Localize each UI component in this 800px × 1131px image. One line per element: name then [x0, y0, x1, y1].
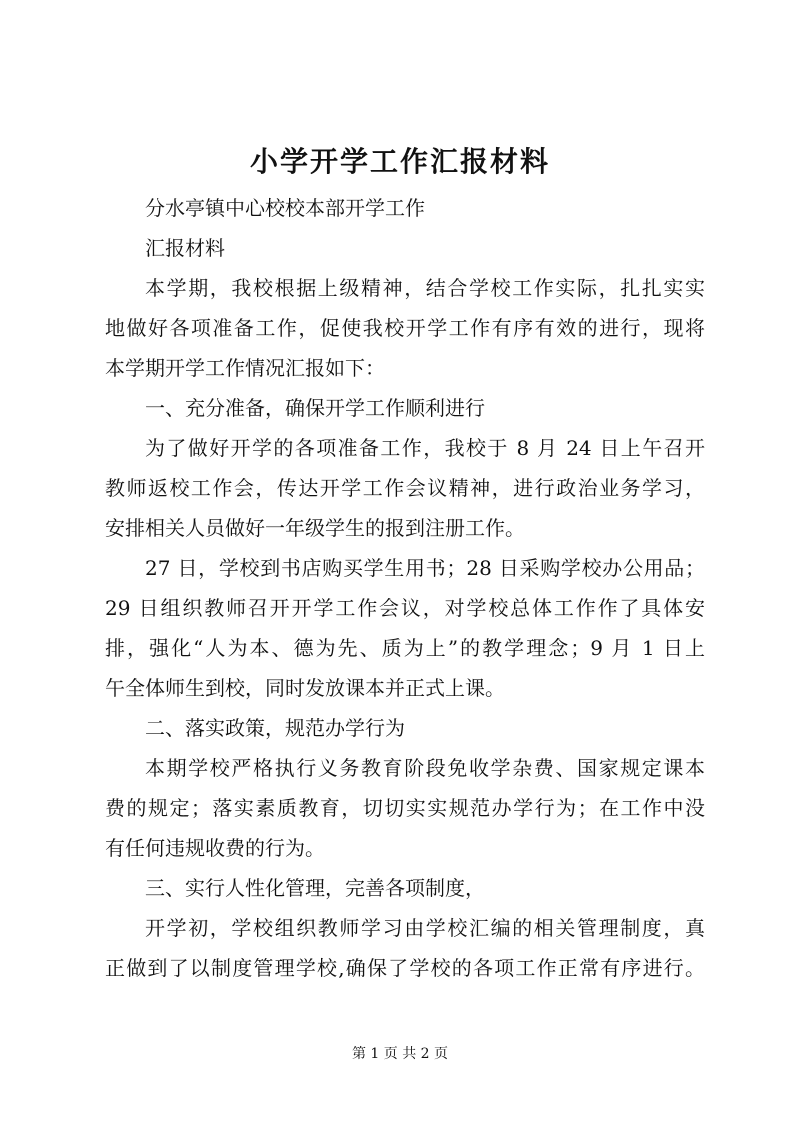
document-title: 小学开学工作汇报材料	[249, 145, 550, 178]
body-line: 费的规定；落实素质教育，切切实实规范办学行为；在工作中没	[105, 796, 705, 820]
body-line: 本学期开学工作情况汇报如下：	[105, 356, 385, 380]
body-line: 27 日，学校到书店购买学生用书；28 日采购学校办公用品；	[145, 556, 705, 580]
page-footer: 第 1 页 共 2 页	[351, 1046, 449, 1062]
body-line: 为了做好开学的各项准备工作，我校于 8 月 24 日上午召开	[145, 436, 705, 460]
body-line: 一、充分准备，确保开学工作顺利进行	[145, 396, 485, 420]
document-body	[105, 188, 705, 988]
body-line: 29 日组织教师召开开学工作会议，对学校总体工作作了具体安	[105, 596, 705, 620]
body-line: 本期学校严格执行义务教育阶段免收学杂费、国家规定课本	[145, 756, 705, 780]
body-line: 本学期，我校根据上级精神，结合学校工作实际，扎扎实实	[145, 276, 705, 300]
body-line: 开学初，学校组织教师学习由学校汇编的相关管理制度，真	[145, 916, 705, 940]
body-line: 教师返校工作会，传达开学工作会议精神，进行政治业务学习，	[105, 476, 705, 500]
body-line: 正做到了以制度管理学校,确保了学校的各项工作正常有序进行。	[105, 956, 705, 980]
body-line: 分水亭镇中心校校本部开学工作	[145, 196, 425, 220]
body-line: 地做好各项准备工作，促使我校开学工作有序有效的进行，现将	[105, 316, 705, 340]
body-line: 汇报材料	[145, 236, 225, 260]
body-line: 二、落实政策，规范办学行为	[145, 716, 405, 740]
body-line: 有任何违规收费的行为。	[105, 836, 325, 860]
body-line: 三、实行人性化管理，完善各项制度，	[145, 876, 485, 900]
body-line: 午全体师生到校，同时发放课本并正式上课。	[105, 676, 505, 700]
body-line: 排，强化“人为本、德为先、质为上”的教学理念；9 月 1 日上	[105, 636, 705, 660]
body-line: 安排相关人员做好一年级学生的报到注册工作。	[105, 516, 525, 540]
